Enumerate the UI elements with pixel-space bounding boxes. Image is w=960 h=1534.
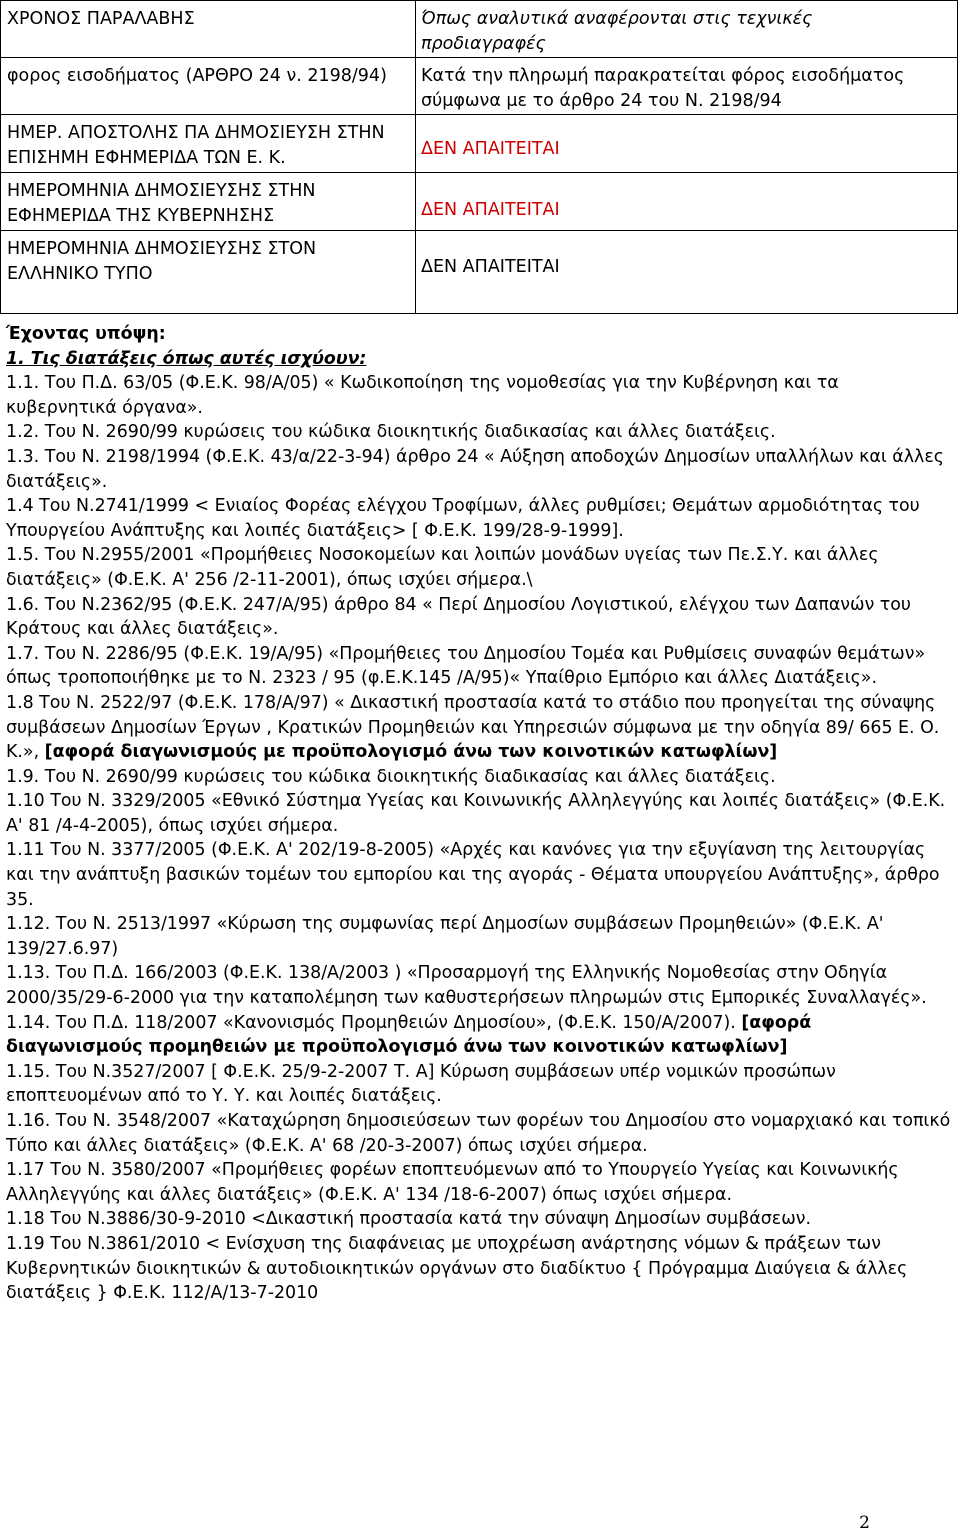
provision-item — [6, 1060, 952, 1109]
row-label: ΗΜΕΡΟΜΗΝΙΑ ΔΗΜΟΣΙΕΥΣΗΣ ΣΤΗΝ ΕΦΗΜΕΡΙΔΑ ΤΗΣ ΚΥΒΕΡΝΗΣΗΣ — [1, 173, 416, 231]
provision-text: 1.18 Του Ν.3886/30-9-2010 <Δικαστική προστασία κατά την σύναψη Δημοσίων συμβάσεων. — [6, 1209, 811, 1230]
provision-item — [6, 420, 952, 445]
provision-text: 1.12. Του Ν. 2513/1997 «Κύρωση της συμφωνίας περί Δημοσίων συμβάσεων Προμηθειών» (Φ.Ε.Κ. Α' 139/27.6.97) — [6, 914, 884, 959]
page-number: 2 — [859, 1513, 870, 1533]
provision-text: 1.2. Του Ν. 2690/99 κυρώσεις του κώδικα διοικητικής διαδικασίας και άλλες διατάξεις. — [6, 422, 776, 443]
provision-text: 1.7. Του Ν. 2286/95 (Φ.Ε.Κ. 19/Α/95) «Προμήθειες του Δημοσίου Τομέα και Ρυθμίσεις συναφών θεμάτων» όπως τροποποιήθηκε με το Ν. 2323 / 95 (φ.Ε.Κ.145 /Α/95)« Υπαίθριο Εμπόριο και άλλες Διατάξεις». — [6, 643, 926, 689]
row-value — [416, 115, 958, 173]
row-label: ΗΜΕΡΟΜΗΝΙΑ ΔΗΜΟΣΙΕΥΣΗΣ ΣΤΟΝ ΕΛΛΗΝΙΚΟ ΤΥΠΟ — [1, 231, 416, 314]
provision-text: 1.19 Του Ν.3861/2010 < Ενίσχυση της διαφάνειας με υποχρέωση ανάρτησης νόμων & πράξεων των Κυβερνητικών διοικητικών & αυτοδιοικητικών οργάνων στο διαδίκτυο { Πρόγραμμα Διαύγεια & άλλες διατάξεις } Φ.Ε.Κ. 112/Α/13-7-2010 — [6, 1233, 908, 1304]
provision-item — [6, 1109, 952, 1158]
row-value-line: προδιαγραφές — [421, 34, 546, 54]
row-value-line: σύμφωνα με το άρθρο 24 του Ν. 2198/94 — [421, 91, 782, 111]
table-row — [1, 173, 958, 231]
provision-item — [6, 494, 952, 543]
row-value — [416, 1, 958, 58]
considerations-section — [6, 322, 952, 1306]
info-table-body — [1, 1, 958, 314]
table-row — [1, 58, 958, 115]
provision-text: 1.16. Του Ν. 3548/2007 «Καταχώρηση δημοσιεύσεων των φορέων του Δημοσίου στο νομαρχιακό και τοπικό Τύπο και άλλες διατάξεις» (Φ.Ε.Κ. Α' 68 /20-3-2007) όπως ισχύει σήμερα. — [6, 1111, 951, 1156]
provision-item — [6, 1232, 952, 1306]
provision-item — [6, 789, 952, 838]
provision-item — [6, 445, 952, 494]
provision-note: [αφορά διαγωνισμούς με προϋπολογισμό άνω των κοινοτικών κατωφλίων] — [44, 742, 778, 763]
provision-item — [6, 1011, 952, 1060]
provision-text: 1.1. Του Π.Δ. 63/05 (Φ.Ε.Κ. 98/Α/05) « Κωδικοποίηση της νομοθεσίας για την Κυβέρνηση και τα κυβερνητικά όργανα». — [6, 373, 839, 418]
row-value — [416, 173, 958, 231]
row-value — [416, 231, 958, 314]
provision-text: 1.11 Του Ν. 3377/2005 (Φ.Ε.Κ. Α' 202/19-8-2005) «Αρχές και κανόνες για την εξυγίανση της λειτουργίας και την ανάπτυξη βασικών τομέων του εμπορίου και της αγοράς - Θέματα υπουργείου Ανάπτυξης», άρθρο 35. — [6, 840, 940, 910]
provision-text: 1.14. Του Π.Δ. 118/2007 «Κανονισμός Προμηθειών Δημοσίου», (Φ.Ε.Κ. 150/Α/2007). — [6, 1012, 742, 1033]
provision-text: 1.13. Του Π.Δ. 166/2003 (Φ.Ε.Κ. 138/Α/2003 ) «Προσαρμογή της Ελληνικής Νομοθεσίας στην Οδηγία 2000/35/29-6-2000 για την καταπολέμηση των καθυστερήσεων πληρωμών στις Εμπορικές Συναλλαγές». — [6, 963, 927, 1009]
row-label: ΧΡΟΝΟΣ ΠΑΡΑΛΑΒΗΣ — [1, 1, 416, 58]
row-value — [416, 58, 958, 115]
provision-item — [6, 691, 952, 765]
provisions-subheading: 1. Τις διατάξεις όπως αυτές ισχύουν: — [6, 348, 367, 369]
provision-text: 1.17 Του Ν. 3580/2007 «Προμήθειες φορέων εποπτευόμενων από το Υπουργείο Υγείας και Κοινωνικής Αλληλεγγύης και άλλες διατάξεις» (Φ.Ε.Κ. Α' 134 /18-6-2007) όπως ισχύει σήμερα. — [6, 1160, 899, 1205]
info-table — [0, 0, 958, 314]
row-label: ΗΜΕΡ. ΑΠΟΣΤΟΛΗΣ ΠΑ ΔΗΜΟΣΙΕΥΣΗ ΣΤΗΝ ΕΠΙΣΗΜΗ ΕΦΗΜΕΡΙΔΑ ΤΩΝ Ε. Κ. — [1, 115, 416, 173]
provision-item — [6, 543, 952, 592]
provision-text: 1.4 Του Ν.2741/1999 < Ενιαίος Φορέας ελέγχου Τροφίμων, άλλες ρυθμίσει; Θεμάτων αρμοδιότητας του Υπουργείου Ανάπτυξης και λοιπές διατάξεις> [ Φ.Ε.Κ. 199/28-9-1999]. — [6, 496, 920, 541]
provision-item — [6, 1158, 952, 1207]
provision-text: 1.5. Του Ν.2955/2001 «Προμήθειες Νοσοκομείων και λοιπών μονάδων υγείας των Πε.Σ.Υ. και άλλες διατάξεις» (Φ.Ε.Κ. Α' 256 /2-11-2001), όπως ισχύει σήμερα.\ — [6, 545, 879, 590]
row-value-line: Κατά την πληρωμή παρακρατείται φόρος εισοδήματος — [421, 66, 905, 86]
row-value-line: ΔΕΝ ΑΠΑΙΤΕΙΤΑΙ — [421, 257, 560, 277]
provision-item — [6, 765, 952, 790]
row-value-line: Όπως αναλυτικά αναφέρονται στις τεχνικές — [421, 9, 813, 29]
provision-text: 1.10 Του Ν. 3329/2005 «Εθνικό Σύστημα Υγείας και Κοινωνικής Αλληλεγγύης και λοιπές διατάξεις» (Φ.Ε.Κ. Α' 81 /4-4-2005), όπως ισχύει σήμερα. — [6, 791, 946, 836]
provisions-list — [6, 371, 952, 1306]
row-label: φορος εισοδήματος (ΑΡΘΡΟ 24 ν. 2198/94) — [1, 58, 416, 115]
row-value-line: ΔΕΝ ΑΠΑΙΤΕΙΤΑΙ — [421, 200, 560, 220]
table-row — [1, 115, 958, 173]
provision-text: 1.8 Του Ν. 2522/97 (Φ.Ε.Κ. 178/Α/97) « Δικαστική προστασία κατά το στάδιο που προηγείται της σύναψης συμβάσεων Δημοσίων Έργων , Κρατικών Προμηθειών και Υπηρεσιών σύμφωνα με την οδηγία 89/ 665 Ε. Ο. Κ.», — [6, 692, 940, 763]
provision-item — [6, 593, 952, 642]
considerations-heading: Έχοντας υπόψη: — [6, 324, 166, 344]
provision-item — [6, 838, 952, 912]
provision-text: 1.9. Του Ν. 2690/99 κυρώσεις του κώδικα διοικητικής διαδικασίας και άλλες διατάξεις. — [6, 766, 776, 787]
table-row — [1, 1, 958, 58]
provision-item — [6, 371, 952, 420]
provision-note: [αφορά διαγωνισμούς προμηθειών με προϋπολογισμό άνω των κοινοτικών κατωφλίων] — [6, 1012, 812, 1058]
provision-item — [6, 912, 952, 961]
provision-item — [6, 961, 952, 1010]
provision-item — [6, 642, 952, 691]
provision-item — [6, 1207, 952, 1232]
provision-text: 1.15. Του Ν.3527/2007 [ Φ.Ε.Κ. 25/9-2-2007 Τ. Α] Κύρωση συμβάσεων υπέρ νομικών προσώπων εποπτευομένων από το Υ. Υ. και λοιπές διατάξεις. — [6, 1061, 836, 1107]
row-value-line: ΔΕΝ ΑΠΑΙΤΕΙΤΑΙ — [421, 139, 560, 159]
provision-text: 1.3. Του Ν. 2198/1994 (Φ.Ε.Κ. 43/α/22-3-94) άρθρο 24 « Αύξηση αποδοχών Δημοσίων υπαλλήλων και άλλες διατάξεις». — [6, 446, 944, 492]
table-row — [1, 231, 958, 314]
provision-text: 1.6. Του Ν.2362/95 (Φ.Ε.Κ. 247/Α/95) άρθρο 84 « Περί Δημοσίου Λογιστικού, ελέγχου των Δαπανών του Κράτους και άλλες διατάξεις». — [6, 594, 911, 640]
